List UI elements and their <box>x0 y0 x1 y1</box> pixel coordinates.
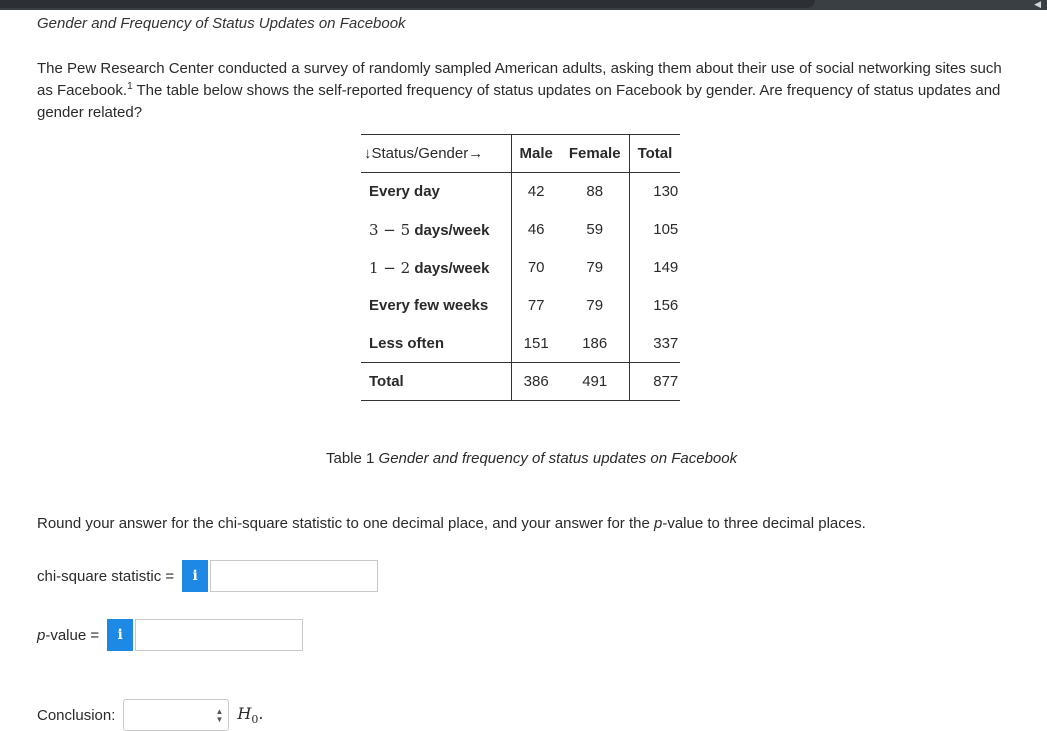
row-label <box>361 325 511 363</box>
null-hypothesis-symbol <box>237 704 263 726</box>
cell-male: 42 <box>527 183 545 201</box>
table-row <box>361 173 680 211</box>
intro-text-part2: The table below shows the self-reported frequency of status updates on Facebook by gender. Are frequency of status updates and gender related? <box>37 82 1001 121</box>
p-value-input[interactable] <box>135 619 303 651</box>
caption-text: Gender and frequency of status updates on Facebook <box>378 450 738 467</box>
rounding-instructions <box>37 515 866 532</box>
footnote-marker[interactable]: 1 <box>127 81 133 92</box>
intro-text-part1: The Pew Research Center conducted a survey of randomly sampled American adults, asking them about their use of social networking sites such as Facebook. <box>37 60 1002 99</box>
table-row <box>361 249 680 287</box>
cell-total: 105 <box>653 221 679 238</box>
table-corner-label: ↓Status/Gender→ <box>361 135 511 173</box>
row-label-text: days/week <box>410 259 490 277</box>
table-row <box>361 325 680 363</box>
cell-female: 88 <box>561 173 629 211</box>
h0-subscript: 0 <box>251 713 259 727</box>
p-value-row <box>37 619 303 651</box>
cell-total: 149 <box>653 259 679 276</box>
total-row-label: Total <box>361 363 511 401</box>
row-label <box>361 173 511 211</box>
row-label-text: Less often <box>369 334 445 352</box>
p-value-label-rest: -value = <box>45 626 100 644</box>
updown-arrows-icon: ▲ ▼ <box>215 707 224 724</box>
chi-square-label: chi-square statistic = <box>37 567 175 585</box>
row-label-text: Every few weeks <box>369 297 489 314</box>
chi-square-input[interactable] <box>210 560 378 592</box>
problem-intro <box>37 58 1012 124</box>
problem-title: Gender and Frequency of Status Updates on Facebook <box>37 15 406 32</box>
conclusion-select[interactable] <box>123 699 229 731</box>
table-row <box>361 287 680 325</box>
row-label <box>361 287 511 325</box>
cell-male: 151 <box>511 325 561 363</box>
cell-total: 337 <box>629 325 680 363</box>
p-value-label-italic: p <box>37 626 46 644</box>
table-header-row <box>361 135 680 173</box>
corner-icon: ◀ <box>1034 0 1041 9</box>
row-label <box>361 211 511 249</box>
p-value-label <box>37 627 99 644</box>
browser-top-bar <box>0 0 1047 10</box>
info-icon[interactable]: i <box>182 560 208 592</box>
info-icon[interactable]: i <box>107 619 133 651</box>
h0-suffix: . <box>258 703 264 723</box>
row-label-text: days/week <box>410 221 490 239</box>
cell-male: 77 <box>527 297 545 314</box>
h0-letter: H <box>237 703 252 723</box>
cell-male: 46 <box>527 221 545 238</box>
grand-total: 877 <box>629 363 680 401</box>
header-total: Total <box>629 135 680 173</box>
conclusion-row <box>37 699 263 731</box>
top-tab-strip <box>0 0 815 8</box>
row-label <box>361 249 511 287</box>
cell-total: 156 <box>653 297 679 314</box>
cell-female: 186 <box>561 325 629 363</box>
cell-female: 79 <box>561 287 629 325</box>
table-total-row <box>361 363 680 401</box>
cell-male: 70 <box>527 259 545 276</box>
row-label-text: Every day <box>369 183 440 201</box>
cell-female: 59 <box>561 211 629 249</box>
table-row <box>361 211 680 249</box>
cell-female: 79 <box>561 249 629 287</box>
header-male: Male <box>511 135 561 173</box>
instructions-part2: -value to three decimal places. <box>662 515 866 532</box>
total-female: 491 <box>561 363 629 401</box>
instructions-p-italic: p <box>654 515 663 532</box>
total-male: 386 <box>511 363 561 401</box>
frequency-table <box>361 134 680 401</box>
row-label-math: 3 − 5 <box>369 220 411 239</box>
instructions-part1: Round your answer for the chi-square statistic to one decimal place, and your answer for the <box>37 515 654 532</box>
chi-square-row <box>37 560 378 592</box>
row-label-math: 1 − 2 <box>369 258 411 277</box>
header-female: Female <box>561 135 629 173</box>
cell-total: 130 <box>653 183 679 201</box>
conclusion-label: Conclusion: <box>37 706 116 724</box>
table-caption <box>326 450 737 467</box>
caption-prefix: Table 1 <box>326 450 379 467</box>
